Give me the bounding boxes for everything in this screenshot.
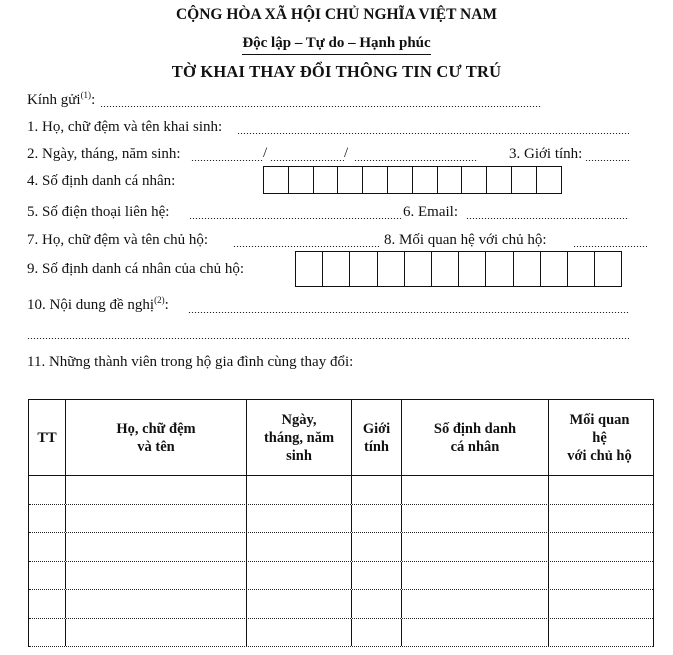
recipient-colon: : xyxy=(91,92,96,108)
household-head-id-label: 9. Số định danh cá nhân của chủ hộ: xyxy=(27,261,245,277)
digit-box[interactable] xyxy=(438,167,463,193)
table-cell[interactable] xyxy=(247,533,352,561)
table-cell[interactable] xyxy=(549,562,650,590)
digit-box[interactable] xyxy=(378,252,405,286)
personal-id-boxes[interactable] xyxy=(263,166,562,194)
footnote-2: (2) xyxy=(154,295,165,305)
motto xyxy=(0,35,673,55)
table-row xyxy=(29,505,653,534)
digit-box[interactable] xyxy=(413,167,438,193)
table-cell[interactable] xyxy=(66,476,247,504)
digit-box[interactable] xyxy=(462,167,487,193)
table-cell[interactable] xyxy=(66,619,247,647)
members-label: 11. Những thành viên trong hộ gia đình cùng thay đổi: xyxy=(27,354,354,370)
table-row xyxy=(29,476,653,505)
table-cell[interactable] xyxy=(352,533,402,561)
motto-text: Độc lập – Tự do – Hạnh phúc xyxy=(242,35,430,55)
phone-input[interactable] xyxy=(189,218,402,219)
table-row xyxy=(29,533,653,562)
digit-box[interactable] xyxy=(487,167,512,193)
table-cell[interactable] xyxy=(247,619,352,647)
request-content-label-text: 10. Nội dung đề nghị xyxy=(27,297,155,313)
digit-box[interactable] xyxy=(405,252,432,286)
table-cell[interactable] xyxy=(29,590,66,618)
table-cell[interactable] xyxy=(29,476,66,504)
col-header-full-name: Họ, chữ đệm và tên xyxy=(66,400,247,475)
table-row xyxy=(29,619,653,648)
relationship-label: 8. Mối quan hệ với chủ hộ: xyxy=(384,232,547,248)
digit-box[interactable] xyxy=(514,252,541,286)
table-cell[interactable] xyxy=(402,562,549,590)
table-row xyxy=(29,590,653,619)
table-cell[interactable] xyxy=(66,505,247,533)
birth-name-label: 1. Họ, chữ đệm và tên khai sinh: xyxy=(27,119,223,135)
col-header-gender: Giới tính xyxy=(352,400,402,475)
table-cell[interactable] xyxy=(66,533,247,561)
table-cell[interactable] xyxy=(402,619,549,647)
col-header-personal-id: Số định danh cá nhân xyxy=(402,400,549,475)
dob-year-input[interactable] xyxy=(354,160,478,161)
digit-box[interactable] xyxy=(338,167,363,193)
table-cell[interactable] xyxy=(402,505,549,533)
request-content-input-line-2[interactable] xyxy=(27,338,629,339)
table-row xyxy=(29,562,653,591)
table-cell[interactable] xyxy=(402,533,549,561)
digit-box[interactable] xyxy=(388,167,413,193)
dob-month-input[interactable] xyxy=(270,160,344,161)
table-cell[interactable] xyxy=(352,505,402,533)
table-cell[interactable] xyxy=(29,619,66,647)
table-cell[interactable] xyxy=(66,590,247,618)
table-cell[interactable] xyxy=(247,562,352,590)
table-header xyxy=(29,400,653,476)
table-cell[interactable] xyxy=(549,533,650,561)
digit-box[interactable] xyxy=(363,167,388,193)
table-cell[interactable] xyxy=(549,476,650,504)
digit-box[interactable] xyxy=(432,252,459,286)
recipient-label xyxy=(27,92,95,109)
household-head-name-input[interactable] xyxy=(233,246,380,247)
table-cell[interactable] xyxy=(29,505,66,533)
digit-box[interactable] xyxy=(350,252,377,286)
table-cell[interactable] xyxy=(66,562,247,590)
email-input[interactable] xyxy=(466,218,629,219)
table-body xyxy=(29,476,653,647)
digit-box[interactable] xyxy=(289,167,314,193)
col-header-relationship: Mối quan hệ với chủ hộ xyxy=(567,411,632,464)
dob-label: 2. Ngày, tháng, năm sinh: xyxy=(27,146,181,162)
footnote-1: (1) xyxy=(80,90,92,100)
recipient-label-text: Kính gửi xyxy=(27,92,81,108)
request-content-label xyxy=(27,297,169,314)
table-cell[interactable] xyxy=(352,562,402,590)
dob-separator-2: / xyxy=(344,145,349,161)
nation-title: CỘNG HÒA XÃ HỘI CHỦ NGHĨA VIỆT NAM xyxy=(175,6,498,23)
members-table xyxy=(28,399,654,647)
digit-box[interactable] xyxy=(314,167,339,193)
relationship-input[interactable] xyxy=(573,246,647,247)
table-cell[interactable] xyxy=(352,590,402,618)
table-cell[interactable] xyxy=(29,533,66,561)
col-header-dob: Ngày, tháng, năm sinh xyxy=(247,400,352,475)
table-cell[interactable] xyxy=(352,476,402,504)
digit-box[interactable] xyxy=(323,252,350,286)
digit-box[interactable] xyxy=(264,167,289,193)
table-cell[interactable] xyxy=(549,505,650,533)
phone-label: 5. Số điện thoại liên hệ: xyxy=(27,204,170,220)
table-cell[interactable] xyxy=(402,590,549,618)
table-cell[interactable] xyxy=(247,476,352,504)
request-content-input-line-1[interactable] xyxy=(188,312,629,313)
table-cell[interactable] xyxy=(549,590,650,618)
digit-box[interactable] xyxy=(512,167,537,193)
personal-id-label: 4. Số định danh cá nhân: xyxy=(27,173,176,189)
table-cell[interactable] xyxy=(29,562,66,590)
request-colon: : xyxy=(164,297,169,313)
gender-input[interactable] xyxy=(585,160,631,161)
digit-box[interactable] xyxy=(296,252,323,286)
digit-box[interactable] xyxy=(541,252,568,286)
household-head-id-boxes[interactable] xyxy=(295,251,622,287)
col-header-tt: TT xyxy=(29,400,66,475)
form-title: TỜ KHAI THAY ĐỔI THÔNG TIN CƯ TRÚ xyxy=(171,62,502,81)
table-cell[interactable] xyxy=(352,619,402,647)
recipient-input[interactable] xyxy=(100,106,542,107)
household-head-name-label: 7. Họ, chữ đệm và tên chủ hộ: xyxy=(27,232,209,248)
gender-label: 3. Giới tính: xyxy=(509,146,583,162)
email-label: 6. Email: xyxy=(403,204,458,220)
table-cell[interactable] xyxy=(247,590,352,618)
table-cell[interactable] xyxy=(402,476,549,504)
digit-box[interactable] xyxy=(486,252,513,286)
digit-box[interactable] xyxy=(595,252,622,286)
table-cell[interactable] xyxy=(549,619,650,647)
digit-box[interactable] xyxy=(537,167,562,193)
digit-box[interactable] xyxy=(568,252,595,286)
dob-day-input[interactable] xyxy=(191,160,263,161)
dob-separator-1: / xyxy=(263,145,268,161)
birth-name-input[interactable] xyxy=(237,133,629,134)
table-cell[interactable] xyxy=(247,505,352,533)
digit-box[interactable] xyxy=(459,252,486,286)
